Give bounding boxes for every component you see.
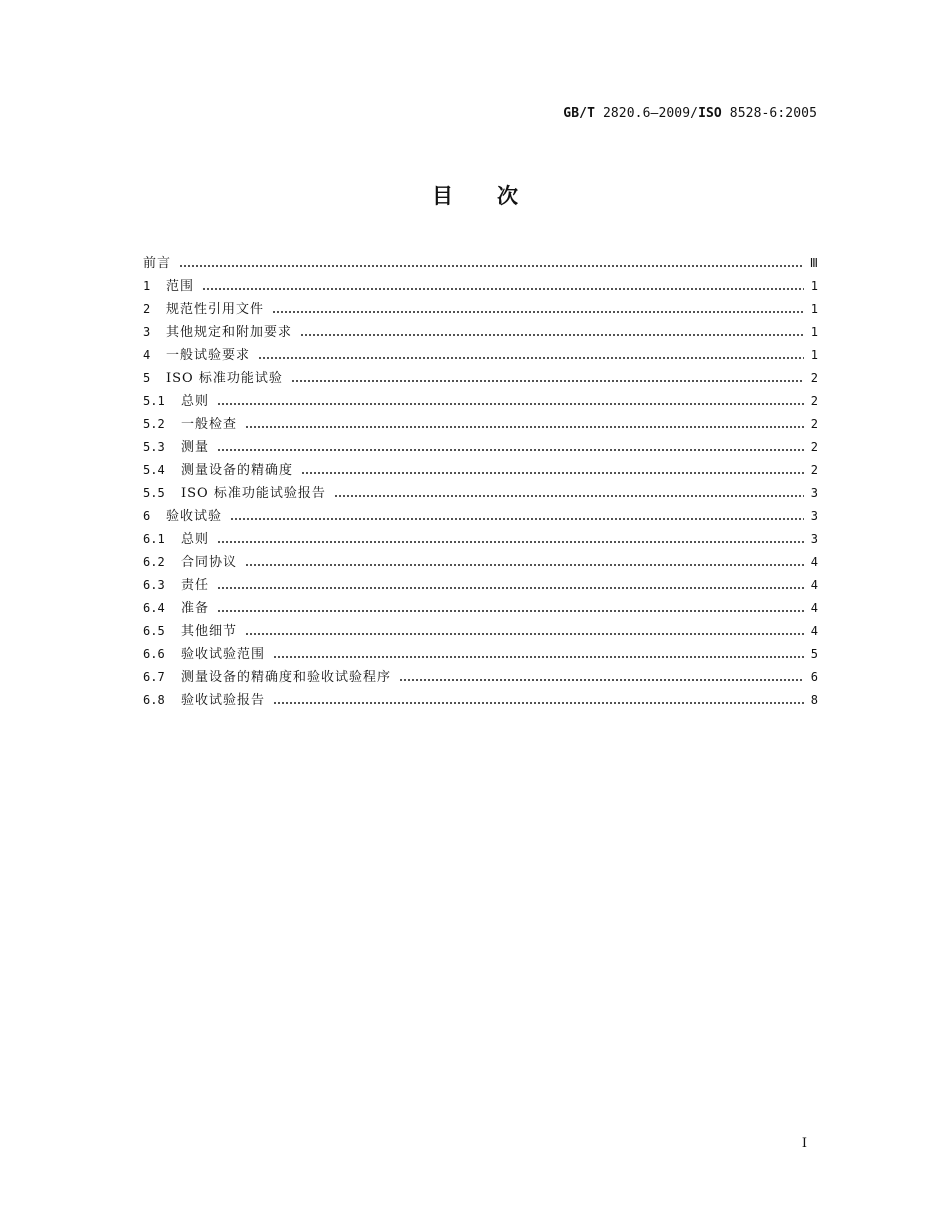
toc-entry-number: 6.6 xyxy=(143,647,165,661)
toc-entry[interactable] xyxy=(143,482,818,505)
toc-entry-number: 5.2 xyxy=(143,417,165,431)
toc-entry-page: 1 xyxy=(810,325,818,339)
toc-entry-title: 规范性引用文件 xyxy=(166,302,265,317)
toc-entry-title: ISO 标准功能试验 xyxy=(166,371,283,386)
toc-entry[interactable] xyxy=(143,620,818,643)
toc-entry-number: 5.1 xyxy=(143,394,165,408)
dot-leader xyxy=(272,298,804,321)
toc-entry[interactable] xyxy=(143,252,818,275)
toc-entry[interactable] xyxy=(143,436,818,459)
toc-entry-page: 2 xyxy=(810,394,818,408)
toc-entry-title: 合同协议 xyxy=(181,555,238,570)
table-of-contents xyxy=(143,252,818,712)
toc-entry-number: 6.3 xyxy=(143,578,165,592)
toc-entry-number: 1 xyxy=(143,279,151,293)
toc-entry-title: 其他规定和附加要求 xyxy=(166,325,293,340)
toc-entry[interactable] xyxy=(143,459,818,482)
toc-entry-number: 6 xyxy=(143,509,151,523)
toc-entry-page: 1 xyxy=(810,279,818,293)
toc-entry[interactable] xyxy=(143,344,818,367)
toc-entry[interactable] xyxy=(143,597,818,620)
dot-leader xyxy=(334,482,804,505)
toc-entry[interactable] xyxy=(143,666,818,689)
dot-leader xyxy=(217,436,804,459)
toc-entry-number: 6.2 xyxy=(143,555,165,569)
toc-entry-title: 总则 xyxy=(181,532,210,547)
dot-leader xyxy=(301,459,804,482)
toc-entry[interactable] xyxy=(143,298,818,321)
dot-leader xyxy=(179,252,804,275)
toc-entry-number: 6.4 xyxy=(143,601,165,615)
dot-leader xyxy=(258,344,804,367)
toc-entry-page: 3 xyxy=(810,509,818,523)
dot-leader xyxy=(399,666,804,689)
toc-entry[interactable] xyxy=(143,390,818,413)
toc-entry-title: 总则 xyxy=(181,394,210,409)
toc-entry-number: 3 xyxy=(143,325,151,339)
dot-leader xyxy=(291,367,804,390)
toc-entry-title: 准备 xyxy=(181,601,210,616)
toc-entry-page: Ⅲ xyxy=(809,256,818,270)
dot-leader xyxy=(217,597,804,620)
toc-entry-page: 3 xyxy=(810,486,818,500)
toc-entry-number: 6.5 xyxy=(143,624,165,638)
toc-entry-title: 责任 xyxy=(181,578,210,593)
toc-entry-page: 5 xyxy=(810,647,818,661)
dot-leader xyxy=(217,574,804,597)
toc-entry-page: 8 xyxy=(810,693,818,707)
toc-entry-number: 6.7 xyxy=(143,670,165,684)
toc-entry-page: 2 xyxy=(810,417,818,431)
toc-entry-title: ISO 标准功能试验报告 xyxy=(181,486,326,501)
toc-entry-number: 5.4 xyxy=(143,463,165,477)
page-title: 目次 xyxy=(432,183,562,208)
toc-entry-number: 2 xyxy=(143,302,151,316)
standard-code: 2820.6—2009/ xyxy=(602,106,699,121)
toc-entry-page: 4 xyxy=(810,578,818,592)
dot-leader xyxy=(230,505,804,528)
toc-entry-page: 4 xyxy=(810,555,818,569)
toc-entry-page: 4 xyxy=(810,601,818,615)
toc-entry[interactable] xyxy=(143,643,818,666)
toc-entry-title: 测量设备的精确度 xyxy=(181,463,294,478)
dot-leader xyxy=(217,390,804,413)
toc-entry-title: 一般试验要求 xyxy=(166,348,251,363)
toc-entry-number: 5.5 xyxy=(143,486,165,500)
toc-entry-title: 验收试验范围 xyxy=(181,647,266,662)
toc-entry-page: 4 xyxy=(810,624,818,638)
toc-entry-number: 4 xyxy=(143,348,151,362)
dot-leader xyxy=(273,689,804,712)
toc-entry[interactable] xyxy=(143,551,818,574)
toc-entry-page: 2 xyxy=(810,463,818,477)
dot-leader xyxy=(245,620,804,643)
toc-entry[interactable] xyxy=(143,574,818,597)
toc-entry-page: 2 xyxy=(810,440,818,454)
iso-code: 8528-6:2005 xyxy=(729,106,817,121)
toc-entry-title: 范围 xyxy=(166,279,195,294)
toc-entry[interactable] xyxy=(143,689,818,712)
dot-leader xyxy=(245,413,804,436)
toc-entry-number: 6.8 xyxy=(143,693,165,707)
toc-entry-number: 5.3 xyxy=(143,440,165,454)
toc-entry-title: 测量 xyxy=(181,440,210,455)
toc-entry-title: 验收试验 xyxy=(166,509,223,524)
toc-entry-title: 其他细节 xyxy=(181,624,238,639)
toc-entry[interactable] xyxy=(143,413,818,436)
toc-entry-page: 1 xyxy=(810,302,818,316)
toc-entry-title: 前言 xyxy=(143,256,172,271)
dot-leader xyxy=(202,275,804,298)
dot-leader xyxy=(217,528,804,551)
toc-entry[interactable] xyxy=(143,275,818,298)
dot-leader xyxy=(273,643,804,666)
page-number: I xyxy=(801,1136,807,1151)
toc-entry-page: 2 xyxy=(810,371,818,385)
iso-prefix: ISO xyxy=(698,106,722,121)
dot-leader xyxy=(300,321,804,344)
toc-entry-number: 5 xyxy=(143,371,151,385)
toc-entry[interactable] xyxy=(143,505,818,528)
dot-leader xyxy=(245,551,804,574)
toc-entry-page: 1 xyxy=(810,348,818,362)
toc-entry-title: 测量设备的精确度和验收试验程序 xyxy=(181,670,392,685)
toc-entry-number: 6.1 xyxy=(143,532,165,546)
standard-number xyxy=(563,106,817,121)
toc-entry[interactable] xyxy=(143,321,818,344)
standard-prefix: GB/T xyxy=(563,106,596,121)
toc-entry[interactable] xyxy=(143,367,818,390)
toc-entry-page: 3 xyxy=(810,532,818,546)
toc-entry[interactable] xyxy=(143,528,818,551)
toc-entry-page: 6 xyxy=(810,670,818,684)
toc-entry-title: 验收试验报告 xyxy=(181,693,266,708)
toc-entry-title: 一般检查 xyxy=(181,417,238,432)
